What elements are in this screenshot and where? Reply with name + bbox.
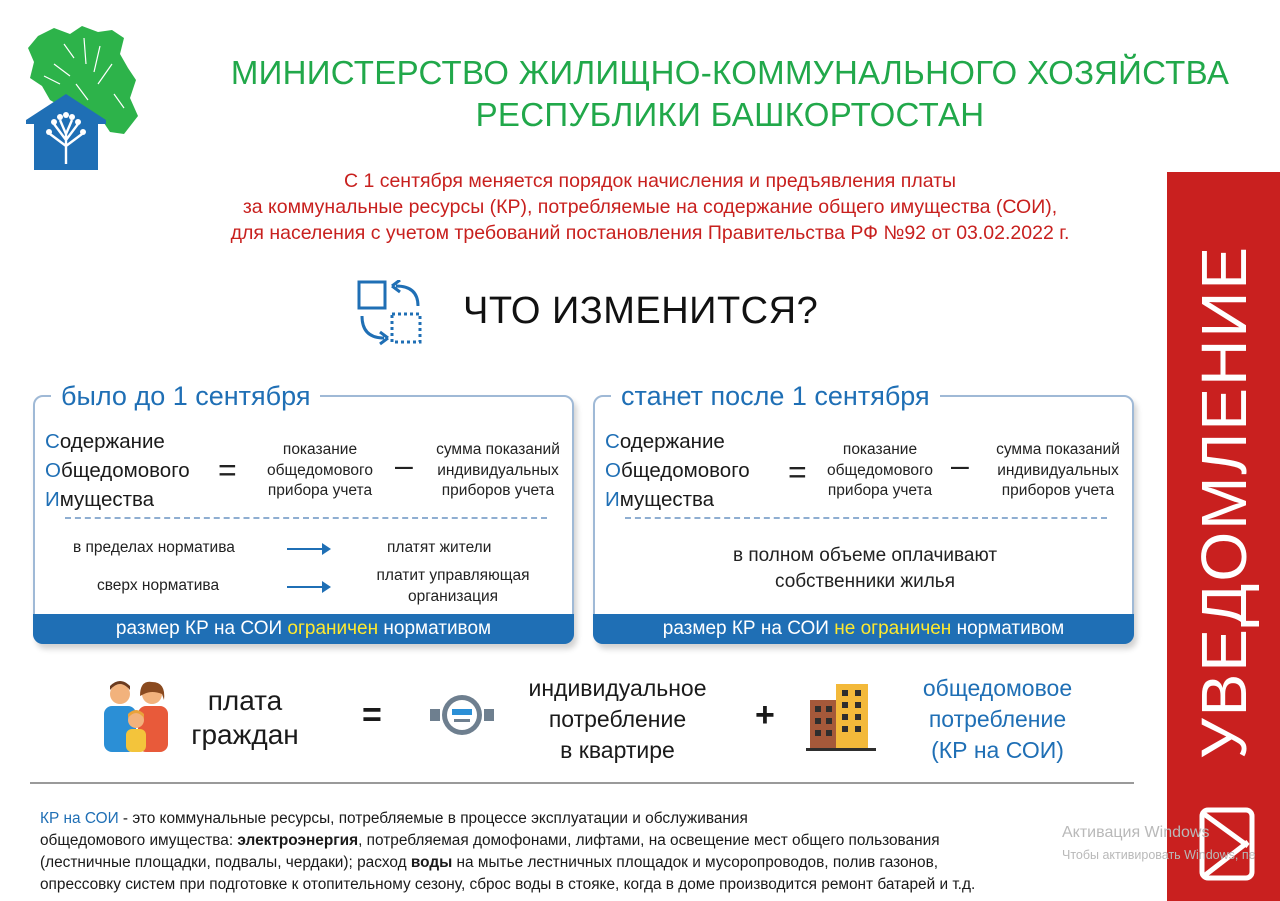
windows-activation-watermark: Активация Windows Чтобы активировать Windows, пе xyxy=(1062,824,1256,862)
title-line-2: РЕСПУБЛИКИ БАШКОРТОСТАН xyxy=(475,96,985,133)
row2-value: платит управляющая организация xyxy=(376,567,530,605)
change-icon xyxy=(356,280,426,351)
panel-after xyxy=(593,381,1134,644)
notice-label: УВЕДОМЛЕНИЕ xyxy=(1187,244,1260,760)
after-body: в полном объеме оплачивают собственники жилья xyxy=(732,545,998,592)
row2-label: сверх норматива xyxy=(97,577,220,594)
minus-sign: – xyxy=(395,447,413,483)
title-line-1: МИНИСТЕРСТВО ЖИЛИЩНО-КОММУНАЛЬНОГО ХОЗЯЙСТВА xyxy=(230,54,1230,91)
common-meter-text: показание общедомового прибора учета xyxy=(267,441,373,499)
panel-after-title: станет после 1 сентября xyxy=(611,379,940,413)
ministry-title xyxy=(170,52,1280,136)
divider xyxy=(65,517,547,519)
limit-band: размер КР на СОИ ограничен нормативом xyxy=(33,614,574,644)
ministry-logo xyxy=(24,24,142,172)
citizen-payment: плата граждан xyxy=(191,685,299,750)
panel-before-title: было до 1 сентября xyxy=(51,379,320,413)
individual-consumption: индивидуальное потребление в квартире xyxy=(528,675,707,763)
individual-meters-text: сумма показаний индивидуальных приборов учета xyxy=(436,441,560,499)
intro-line-1: С 1 сентября меняется порядок начисления и предъявления платы xyxy=(343,170,957,192)
equals-sign: = xyxy=(218,452,237,488)
family-icon xyxy=(100,680,174,759)
notice-sidebar xyxy=(1167,172,1280,901)
equals-sign: = xyxy=(788,454,807,490)
soi-term: Содержание Общедомового Имущества xyxy=(45,430,190,511)
common-meter-text: показание общедомового прибора учета xyxy=(827,441,933,499)
arrow-right-icon xyxy=(287,586,329,588)
plus-sign: + xyxy=(755,696,775,734)
row1-label: в пределах норматива xyxy=(73,539,235,556)
intro-line-2: за коммунальные ресурсы (КР), потребляемые на содержание общего имущества (СОИ), xyxy=(242,196,1058,218)
row1-value: платят жители xyxy=(387,539,492,556)
arrow-right-icon xyxy=(287,548,329,550)
footnote-term: КР на СОИ xyxy=(40,810,119,827)
water-meter-icon xyxy=(430,692,494,743)
divider xyxy=(625,517,1107,519)
question-heading: ЧТО ИЗМЕНИТСЯ? xyxy=(463,290,819,332)
payment-equals: = xyxy=(362,696,382,734)
bashkortostan-map-icon xyxy=(24,24,142,172)
no-limit-band: размер КР на СОИ не ограничен нормативом xyxy=(593,614,1134,644)
soi-term: Содержание Общедомового Имущества xyxy=(605,430,750,511)
minus-sign: – xyxy=(951,447,969,483)
section-divider xyxy=(30,782,1134,784)
common-consumption: общедомовое потребление (КР на СОИ) xyxy=(922,675,1073,763)
footnote: КР на СОИ - это коммунальные ресурсы, потребляемые в процессе эксплуатации и обслуживания общедомового имущества: электроэнергия, потребляемая домофонами, лифтами, на освещение мест общего пользования (лестничные площадки, подвалы, чердаки); расход воды на мытье лестничных площадок и мусоропроводов, полив газонов, опрессовку систем при подготовке к отопительному сезону, сброс воды в стояке, когда в доме производится ремонт батарей и т.д. xyxy=(40,810,976,893)
intro-text xyxy=(140,168,1160,246)
panel-before xyxy=(33,381,574,644)
individual-meters-text: сумма показаний индивидуальных приборов учета xyxy=(996,441,1120,499)
apartment-building-icon xyxy=(806,682,876,757)
intro-line-3: для населения с учетом требований постановления Правительства РФ №92 от 03.02.2022 г. xyxy=(230,222,1070,244)
